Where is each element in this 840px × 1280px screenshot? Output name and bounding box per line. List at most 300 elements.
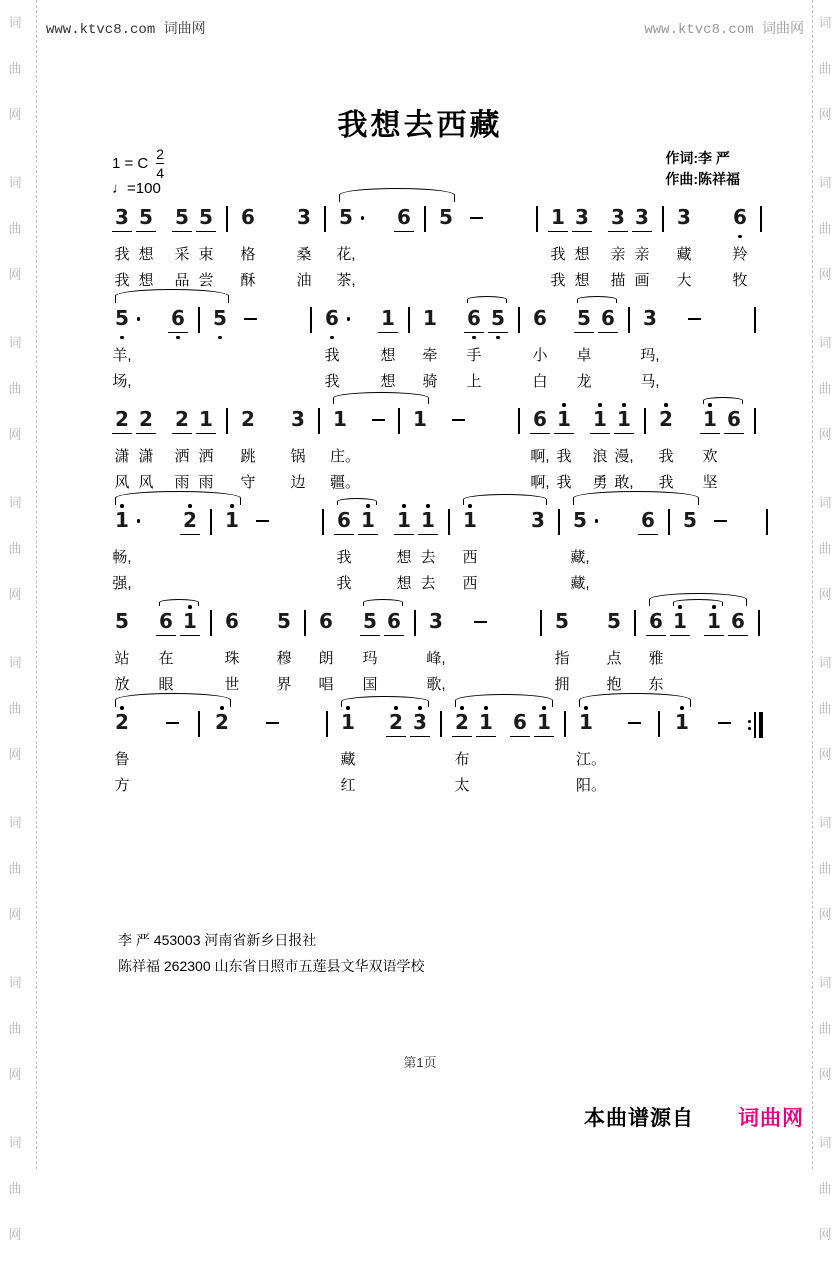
note [210,306,230,395]
note [460,508,480,597]
note-digit: 1 [196,407,216,434]
barline [398,407,400,434]
dash-mark [452,419,465,421]
note [384,609,404,698]
note [386,710,406,799]
lyric-line2: 西 [462,575,478,592]
lyric-line1: 珠 [224,650,240,667]
note-digit: 5 [555,609,569,633]
composer: 作曲:陈祥福 [665,171,740,187]
note-digit: 3 [297,205,311,229]
lyric-line1 [624,759,644,785]
lyric-line2: 世 [224,676,240,693]
system-1 [112,189,772,290]
note-digit: 3 [291,407,305,431]
note [476,710,496,799]
barline [760,205,762,232]
composer-contact: 陈祥福 262300 山东省日照市五莲县文华双语学校 [118,958,425,974]
watermark-char: 词 [818,15,832,30]
note-digit: 5 [136,205,156,232]
slur-arc [467,296,507,303]
lyric-line1: 漫, [614,448,634,465]
note [640,306,660,395]
octave-dot-below [330,336,334,340]
note [196,205,216,294]
lyric-line2 [624,785,644,811]
lyric-line1: 我 [550,246,566,263]
note [238,407,258,496]
lyric-line2: 疆。 [330,474,361,491]
lyric-line2: 上 [466,373,482,390]
duration-dash [714,710,734,811]
lyric-line1: 玛 [362,650,378,667]
lyric-line2: 勇 [592,474,608,491]
watermark-char: 曲 [818,1181,832,1196]
note [638,508,658,597]
note [112,205,132,294]
lyric-line2 [386,773,406,799]
repeat-end-sign [748,710,762,739]
watermark-char: 词 [818,495,832,510]
note-digit: 3 [608,205,628,232]
lyric-line2: 油 [296,272,312,289]
note [222,609,242,698]
lyric-line1 [710,557,730,583]
dash-mark [372,419,385,421]
note [180,508,200,597]
lyric-line1 [240,355,260,381]
lyric-line1 [358,545,378,571]
song-title: 我想去西藏 [337,109,503,142]
note [554,407,574,496]
lyric-line1 [210,343,230,369]
note-digit: 1 [358,508,378,535]
barline [540,609,542,636]
lyric-line1: 我 [658,448,674,465]
note [572,205,592,294]
note-digit: 6 [384,609,404,636]
lyric-line2: 描 [610,272,626,289]
note-digit: 5 [683,508,697,532]
watermark-char: 词 [818,335,832,350]
lyric-line2: 啊, [530,474,550,491]
note-digit: 5 [574,306,594,333]
watermark-char: 词 [818,175,832,190]
lyric-line1: 跳 [240,448,256,465]
note-digit: 6 [334,508,354,535]
lyric-line2 [534,773,554,799]
slur-arc [115,289,229,303]
barline-mark [754,307,756,333]
note-digit: 1 [554,407,574,434]
lyric-line2: 强, [112,575,132,592]
barline-mark [668,509,670,535]
note-digit: 1 [590,407,610,434]
barline [628,306,630,333]
watermark-char: 词 [8,175,22,190]
note-digit: 3 [410,710,430,737]
lyric-line2 [262,785,282,811]
note-digit: 6 [319,609,333,633]
note-digit: 1 [534,710,554,737]
slur-arc [363,599,403,606]
lyric-line1 [466,254,486,280]
note-digit: 5 [115,306,129,330]
lyric-line1: 江。 [576,751,607,768]
octave-dot-above [402,504,406,508]
note [730,205,750,294]
note-digit: 1 [378,306,398,333]
note-digit: 1 [670,609,690,636]
lyric-line1 [394,242,414,268]
watermark-char: 词 [8,335,22,350]
watermark-char: 网 [818,1227,832,1242]
lyric-line1: 手 [466,347,482,364]
note [180,609,200,698]
watermark-char: 网 [8,107,22,122]
lyric-line1 [638,545,658,571]
note-digit: 3 [429,609,443,633]
lyric-line1: 我 [336,549,352,566]
duration-dash [162,710,182,811]
note-digit: 2 [215,710,229,734]
barline [644,407,646,434]
note [418,508,438,597]
barline-mark [408,307,410,333]
note-digit: 5 [488,306,508,333]
watermark-char: 曲 [8,221,22,236]
watermark-char: 词 [818,975,832,990]
lyric-line1 [262,759,282,785]
note [464,306,484,395]
system-5 [112,593,772,694]
lyric-line2: 想 [138,272,154,289]
augmentation-dot [137,317,141,321]
watermark-char: 曲 [818,541,832,556]
note [136,407,156,496]
lyric-line1: 在 [158,650,174,667]
lyric-line1: 想 [380,347,396,364]
lyric-line1 [598,343,618,369]
note-digit: 1 [548,205,568,232]
note [452,710,472,799]
note-digit: 6 [156,609,176,636]
note [172,407,192,496]
note-digit: 5 [339,205,353,229]
note-digit: 1 [180,609,200,636]
repeat-glyph [748,712,763,739]
note [222,508,242,597]
octave-dot-above [562,403,566,407]
lyric-line1: 桑 [296,246,312,263]
barline-mark [558,509,560,535]
watermark-char: 网 [8,1227,22,1242]
note [436,205,456,294]
lyric-line2: 茶, [336,272,356,289]
site-url-right: www.ktvc8.com 词曲网 [644,22,804,38]
lyric-line2: 抱 [606,676,622,693]
lyric-line2: 雨 [198,474,214,491]
lyric-line2: 尝 [198,272,214,289]
lyric-line2: 我 [324,373,340,390]
note-digit: 6 [464,306,484,333]
barline [226,205,228,232]
lyric-line2: 龙 [576,373,592,390]
note-digit: 1 [413,407,427,431]
watermark-char: 曲 [8,61,22,76]
lyric-line1 [162,759,182,785]
barline [324,205,326,232]
note-digit: 2 [180,508,200,535]
note-digit: 1 [115,508,129,532]
lyric-line1: 穆 [276,650,292,667]
barline-mark [634,610,636,636]
note [488,306,508,395]
barline [198,710,200,737]
barline-mark [198,711,200,737]
note-digit: 3 [112,205,132,232]
barline [304,609,306,636]
watermark-char: 网 [818,907,832,922]
lyric-line2: 场, [112,373,132,390]
note [574,306,594,395]
barline-mark [440,711,442,737]
note [112,306,132,395]
barline-mark [304,610,306,636]
note [322,306,342,395]
barline-mark [540,610,542,636]
barline-mark [658,711,660,737]
credits [665,148,740,190]
barline [322,508,324,535]
barline [558,508,560,535]
lyric-line2: 牧 [732,272,748,289]
lyric-line1: 雅 [648,650,664,667]
barline-mark [448,509,450,535]
note-digit: 5 [439,205,453,229]
note-digit: 2 [241,407,255,431]
note-digit: 6 [638,508,658,535]
left-watermark-column [0,0,30,1242]
watermark-char: 网 [8,587,22,602]
note [530,407,550,496]
slur-arc [579,693,691,707]
note-digit: 3 [643,306,657,330]
augmentation-dot [595,519,599,523]
lyric-line2: 红 [340,777,356,794]
note-digit: 1 [418,508,438,535]
dash-mark [474,621,487,623]
lyric-line1: 浪 [592,448,608,465]
lyric-line2: 风 [114,474,130,491]
lyric-line1 [684,355,704,381]
lyric-line1: 想 [138,246,154,263]
left-dashed-rule [36,0,37,1169]
watermark-char: 网 [818,427,832,442]
lyric-line1 [222,545,242,571]
watermark-char: 网 [8,267,22,282]
note-digit: 2 [452,710,472,737]
lyric-line2: 想 [574,272,590,289]
watermark-char: 曲 [8,861,22,876]
slur-arc [703,397,743,404]
note-digit: 2 [386,710,406,737]
watermark-char: 词 [8,1135,22,1150]
dash-mark [244,318,257,320]
watermark-char: 曲 [8,1181,22,1196]
note [426,609,446,698]
note [672,710,692,799]
right-dashed-rule [812,0,813,1169]
slur-arc [115,491,241,505]
watermark-char: 曲 [818,61,832,76]
note [728,609,748,698]
barline-mark [326,711,328,737]
note [420,306,440,395]
note [614,407,634,496]
lyric-line1: 畅, [112,549,132,566]
barline-mark [518,408,520,434]
note [656,407,676,496]
octave-dot-above [598,403,602,407]
lyric-line2 [510,773,530,799]
dash-mark [688,318,701,320]
watermark-char: 词 [8,15,22,30]
note [670,609,690,698]
note [330,407,361,496]
slur-arc [463,494,547,505]
lyric-line1: 点 [606,650,622,667]
augmentation-dot [347,317,351,321]
lyric-line2: 国 [362,676,378,693]
lyric-line1: 我 [556,448,572,465]
score [112,189,772,795]
octave-dot-below [472,336,476,340]
note-digit: 1 [704,609,724,636]
watermark-char: 曲 [818,1021,832,1036]
note-digit: 5 [277,609,291,633]
barline-mark [414,610,416,636]
note-digit: 1 [614,407,634,434]
barline-mark [226,206,228,232]
lyric-line1 [728,646,748,672]
lyric-line2: 东 [648,676,664,693]
watermark-char: 网 [818,267,832,282]
lyric-line2: 我 [336,575,352,592]
note-digit: 5 [607,609,621,633]
note-digit: 1 [225,508,239,532]
note-digit: 5 [172,205,192,232]
note [394,508,414,597]
note [338,710,358,799]
barline-mark [424,206,426,232]
note [172,205,192,294]
lyric-line1: 庄。 [330,448,361,465]
lyric-line1 [528,545,548,571]
barline-mark [518,307,520,333]
barline [536,205,538,232]
note [112,407,132,496]
barline-mark [644,408,646,434]
note [704,609,724,698]
lyric-line1 [180,545,200,571]
note [358,508,378,597]
watermark-char: 词 [8,815,22,830]
octave-dot-below [176,336,180,340]
note [238,205,258,294]
lyric-line1: 指 [554,650,570,667]
barline [424,205,426,232]
dash-mark [628,722,641,724]
octave-dot-below [496,336,500,340]
note-digit: 5 [360,609,380,636]
slur-arc [455,694,553,707]
barline-mark [210,610,212,636]
lyric-line1 [410,747,430,773]
note-digit: 2 [115,710,129,734]
lyric-line1 [672,747,692,773]
octave-dot-above [664,403,668,407]
note-digit: 6 [733,205,747,229]
slur-arc [337,498,377,505]
barline [210,508,212,535]
note [548,205,568,294]
barline [408,306,410,333]
note [598,306,618,395]
lyric-line2: 品 [174,272,190,289]
barline-mark [536,206,538,232]
note [576,710,607,799]
note [274,609,294,698]
note [156,609,176,698]
note-digit: 1 [579,710,593,734]
watermark-char: 曲 [818,861,832,876]
note-digit: 6 [241,205,255,229]
lyric-line2: 我 [114,272,130,289]
lyric-line1 [470,658,490,684]
note [632,205,652,294]
lyric-line1 [488,343,508,369]
lyric-line2: 界 [276,676,292,693]
barline-mark [310,307,312,333]
barline-mark [318,408,320,434]
lyric-line2 [212,773,232,799]
note-digit: 1 [423,306,437,330]
lyric-line1 [252,557,272,583]
augmentation-dot [361,216,365,220]
watermark-char: 网 [818,1067,832,1082]
note [608,205,628,294]
barline-mark [662,206,664,232]
lyric-line2: 阳。 [576,777,607,794]
lyric-line1: 玛, [640,347,660,364]
note [674,205,694,294]
lyric-line1: 站 [114,650,130,667]
barline [198,306,200,333]
lyric-line1 [704,646,724,672]
barline [310,306,312,333]
barline [518,407,520,434]
barline-mark [210,509,212,535]
lyric-line1: 羊, [112,347,132,364]
slur-arc [115,693,231,707]
lyric-line1: 洒 [174,448,190,465]
note-digit: 1 [476,710,496,737]
lyric-line1: 小 [532,347,548,364]
lyric-line2: 我 [658,474,674,491]
dash-mark [714,520,727,522]
watermark-char: 曲 [8,541,22,556]
